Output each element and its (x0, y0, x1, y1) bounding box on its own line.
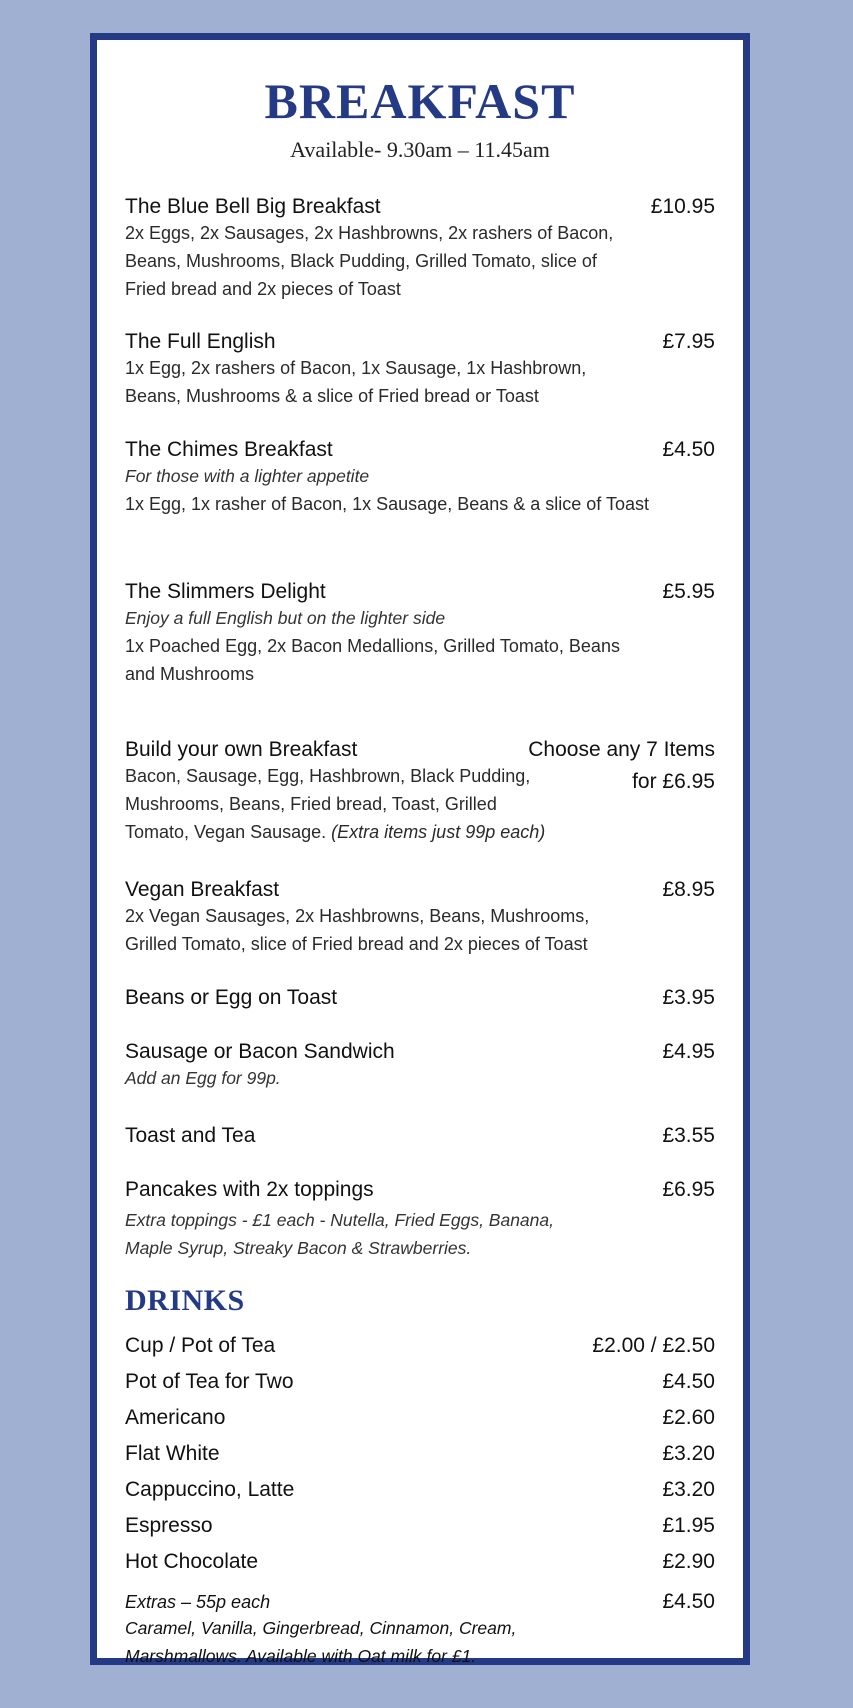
menu-item-pancakes (125, 1178, 715, 1262)
description-line: Bacon, Sausage, Egg, Hashbrown, Black Pudding, (125, 766, 531, 786)
item-note (125, 1206, 715, 1262)
availability-text: Available- 9.30am – 11.45am (290, 137, 550, 162)
note-line: Extra toppings - £1 each - Nutella, Fried Eggs, Banana, (125, 1210, 554, 1230)
drink-price: £4.50 (662, 1370, 715, 1393)
item-name: Vegan Breakfast (125, 878, 280, 901)
description-line: Beans, Mushrooms & a slice of Fried bread or Toast (125, 386, 539, 406)
drink-item (125, 1478, 715, 1502)
item-offer: Choose any 7 Items (528, 738, 715, 761)
item-note: Add an Egg for 99p. (125, 1068, 281, 1088)
description-line: Beans, Mushrooms, Black Pudding, Grilled Tomato, slice of (125, 251, 597, 271)
drinks-heading: DRINKS (125, 1284, 245, 1317)
drink-price: £2.60 (662, 1406, 715, 1429)
item-price: £4.50 (662, 438, 715, 461)
extras-line: Marshmallows. Available with Oat milk for £1. (125, 1646, 477, 1666)
item-note: For those with a lighter appetite (125, 466, 370, 486)
extras-title: Extras – 55p each (125, 1592, 271, 1612)
item-name: Sausage or Bacon Sandwich (125, 1040, 395, 1063)
drink-name: Flat White (125, 1442, 220, 1465)
description-line: 1x Egg, 2x rashers of Bacon, 1x Sausage, 1x Hashbrown, (125, 358, 587, 378)
item-price: £10.95 (650, 195, 715, 218)
description-line: Fried bread and 2x pieces of Toast (125, 279, 401, 299)
drink-name: Americano (125, 1406, 226, 1429)
extras-line: Caramel, Vanilla, Gingerbread, Cinnamon, Cream, (125, 1618, 517, 1638)
drink-item (125, 1550, 715, 1574)
item-name: Pancakes with 2x toppings (125, 1178, 374, 1201)
menu-item-beans-or-egg (125, 986, 715, 1010)
item-price: £5.95 (662, 580, 715, 603)
drink-price: £3.20 (662, 1442, 715, 1465)
menu-item-build-your-own (125, 738, 715, 846)
menu-item-full-english (125, 330, 715, 410)
item-name: The Chimes Breakfast (125, 438, 333, 461)
description-line (125, 818, 715, 846)
drink-extras (125, 1588, 715, 1670)
drink-name: Cup / Pot of Tea (125, 1334, 276, 1357)
item-price: £3.55 (662, 1124, 715, 1147)
item-description (125, 902, 715, 958)
description-line: Mushrooms, Beans, Fried bread, Toast, Grilled (125, 794, 497, 814)
item-name: The Slimmers Delight (125, 580, 326, 603)
description-text: Tomato, Vegan Sausage. (125, 822, 327, 842)
drink-item (125, 1514, 715, 1538)
item-description (125, 762, 715, 846)
page-title: BREAKFAST (264, 73, 576, 129)
extra-items-note: (Extra items just 99p each) (331, 822, 546, 842)
item-price: £7.95 (662, 330, 715, 353)
description-line: 2x Vegan Sausages, 2x Hashbrowns, Beans, Mushrooms, (125, 906, 590, 926)
item-price: £6.95 (662, 1178, 715, 1201)
drink-item (125, 1334, 715, 1358)
item-name: The Full English (125, 330, 276, 353)
menu-item-slimmers-delight (125, 580, 715, 688)
drink-price: £2.00 / £2.50 (592, 1334, 715, 1357)
item-price: £4.95 (662, 1040, 715, 1063)
item-description (125, 354, 715, 410)
drink-price: £3.20 (662, 1478, 715, 1501)
menu-card (90, 33, 750, 1665)
menu-item-blue-bell-big-breakfast (125, 195, 715, 303)
menu-item-toast-and-tea (125, 1124, 715, 1148)
drink-item (125, 1442, 715, 1466)
menu-item-vegan-breakfast (125, 878, 715, 958)
item-name: Beans or Egg on Toast (125, 986, 338, 1009)
drink-price: £2.90 (662, 1550, 715, 1573)
menu-item-sausage-bacon-sandwich (125, 1040, 715, 1092)
drink-name: Cappuccino, Latte (125, 1478, 295, 1501)
drink-name: Pot of Tea for Two (125, 1370, 294, 1393)
item-description (125, 219, 715, 303)
drink-name: Espresso (125, 1514, 213, 1537)
item-name: The Blue Bell Big Breakfast (125, 195, 381, 218)
drink-price: £1.95 (662, 1514, 715, 1537)
item-description (125, 632, 715, 688)
description-line: Grilled Tomato, slice of Fried bread and 2x pieces of Toast (125, 934, 588, 954)
description-line: 2x Eggs, 2x Sausages, 2x Hashbrowns, 2x rashers of Bacon, (125, 223, 614, 243)
item-name: Toast and Tea (125, 1124, 256, 1147)
description-line: and Mushrooms (125, 664, 255, 684)
drink-name: Hot Chocolate (125, 1550, 259, 1573)
item-price: £8.95 (662, 878, 715, 901)
description-line: 1x Poached Egg, 2x Bacon Medallions, Grilled Tomato, Beans (125, 636, 620, 656)
item-description (125, 490, 715, 518)
item-price: £3.95 (662, 986, 715, 1009)
extras-description (125, 1614, 715, 1670)
item-name: Build your own Breakfast (125, 738, 358, 761)
drink-item (125, 1370, 715, 1394)
note-line: Maple Syrup, Streaky Bacon & Strawberries. (125, 1238, 472, 1258)
item-note: Enjoy a full English but on the lighter side (125, 608, 446, 628)
description-line: 1x Egg, 1x rasher of Bacon, 1x Sausage, Beans & a slice of Toast (125, 494, 649, 514)
menu-item-chimes-breakfast (125, 438, 715, 518)
extras-price: £4.50 (662, 1590, 715, 1613)
item-price: for £6.95 (632, 770, 715, 793)
drink-item (125, 1406, 715, 1430)
